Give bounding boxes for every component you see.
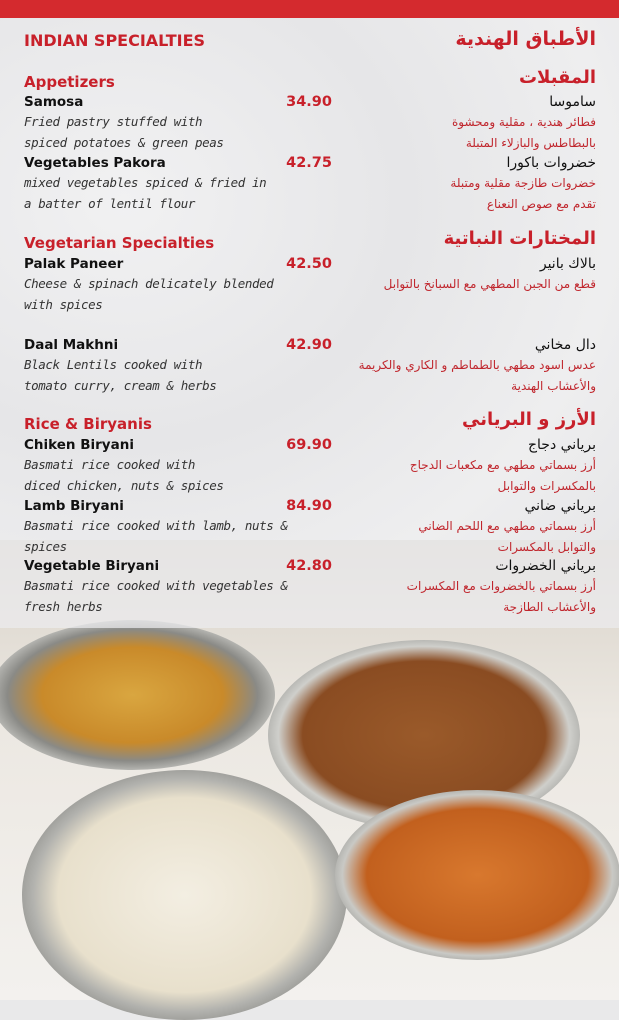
page-title-en: INDIAN SPECIALTIES — [24, 31, 206, 50]
item-description-ar: والتوابل بالمكسرات — [497, 539, 596, 554]
item-name-ar: برياني ضاني — [524, 498, 596, 514]
item-description-en: Fried pastry stuffed with — [24, 114, 203, 130]
item-description-en: spiced potatoes & green peas — [24, 134, 224, 150]
item-description-ar: أرز بسماتي مطهي مع اللحم الضاني — [418, 519, 596, 534]
item-description-ar: والأعشاب الطازجة — [503, 599, 596, 614]
item-name-ar: دال مخاني — [534, 337, 596, 353]
item-description-ar: قطع من الجبن المطهي مع السبانخ بالتوابل — [383, 277, 596, 292]
item-description-ar: والأعشاب الهندية — [511, 378, 596, 393]
item-name-ar: برياني دجاج — [528, 437, 596, 453]
item-name-en: Palak Paneer — [24, 256, 124, 272]
item-price: 84.90 — [286, 498, 332, 514]
item-description-ar: عدس اسود مطهي بالطماطم و الكاري والكريمة — [358, 358, 596, 373]
item-name-en: Samosa — [24, 94, 84, 110]
item-description-en: Cheese & spinach delicately blended — [24, 276, 274, 292]
item-description-en: Basmati rice cooked with lamb, nuts & — [24, 518, 288, 534]
item-description-en: spices — [24, 538, 67, 554]
item-description-ar: أرز بسماتي مطهي مع مكعبات الدجاج — [409, 458, 596, 473]
section-title-en: Rice & Biryanis — [24, 415, 152, 433]
item-description-ar: بالبطاطس والبازلاء المتبلة — [465, 135, 596, 150]
item-description-en: Black Lentils cooked with — [24, 357, 203, 373]
item-price: 42.75 — [286, 155, 332, 171]
item-name-en: Vegetable Biryani — [24, 558, 160, 574]
cauliflower-bowl — [0, 620, 275, 770]
item-description-en: tomato curry, cream & herbs — [24, 377, 217, 393]
section-title-en: Vegetarian Specialties — [24, 234, 215, 252]
butter-chicken-bowl — [335, 790, 619, 960]
item-description-ar: بالمكسرات والتوابل — [497, 478, 596, 493]
item-name-ar: ساموسا — [549, 94, 596, 110]
item-description-en: a batter of lentil flour — [24, 195, 196, 211]
top-red-bar — [0, 0, 619, 18]
item-name-en: Vegetables Pakora — [24, 155, 166, 171]
item-description-en: with spices — [24, 296, 103, 312]
item-price: 69.90 — [286, 437, 332, 453]
item-description-ar: أرز بسماتي بالخضروات مع المكسرات — [406, 579, 596, 594]
item-name-en: Lamb Biryani — [24, 498, 124, 514]
item-description-ar: فطائر هندية ، مقلية ومحشوة — [451, 115, 596, 130]
item-name-en: Chiken Biryani — [24, 437, 134, 453]
item-price: 42.80 — [286, 558, 332, 574]
item-description-en: Basmati rice cooked with — [24, 457, 196, 473]
page-title-ar: الأطباق الهندية — [455, 28, 596, 50]
item-name-ar: برياني الخضروات — [495, 558, 596, 574]
item-price: 42.50 — [286, 256, 332, 272]
rice-bowl — [22, 770, 347, 1020]
item-price: 34.90 — [286, 94, 332, 110]
item-price: 42.90 — [286, 337, 332, 353]
item-description-en: fresh herbs — [24, 598, 103, 614]
section-title-en: Appetizers — [24, 73, 115, 91]
section-title-ar: المقبلات — [518, 67, 596, 88]
item-name-en: Daal Makhni — [24, 337, 119, 353]
item-description-ar: تقدم مع صوص النعناع — [486, 196, 596, 211]
item-description-en: Basmati rice cooked with vegetables & — [24, 578, 288, 594]
item-description-ar: خضروات طازجة مقلية ومتبلة — [450, 176, 596, 191]
item-description-en: diced chicken, nuts & spices — [24, 477, 224, 493]
section-title-ar: الأرز و البرياني — [462, 409, 596, 430]
item-description-en: mixed vegetables spiced & fried in — [24, 175, 267, 191]
item-name-ar: خضروات باكورا — [506, 155, 596, 171]
item-name-ar: بالاك بانير — [539, 256, 596, 272]
section-title-ar: المختارات النباتية — [443, 228, 596, 249]
